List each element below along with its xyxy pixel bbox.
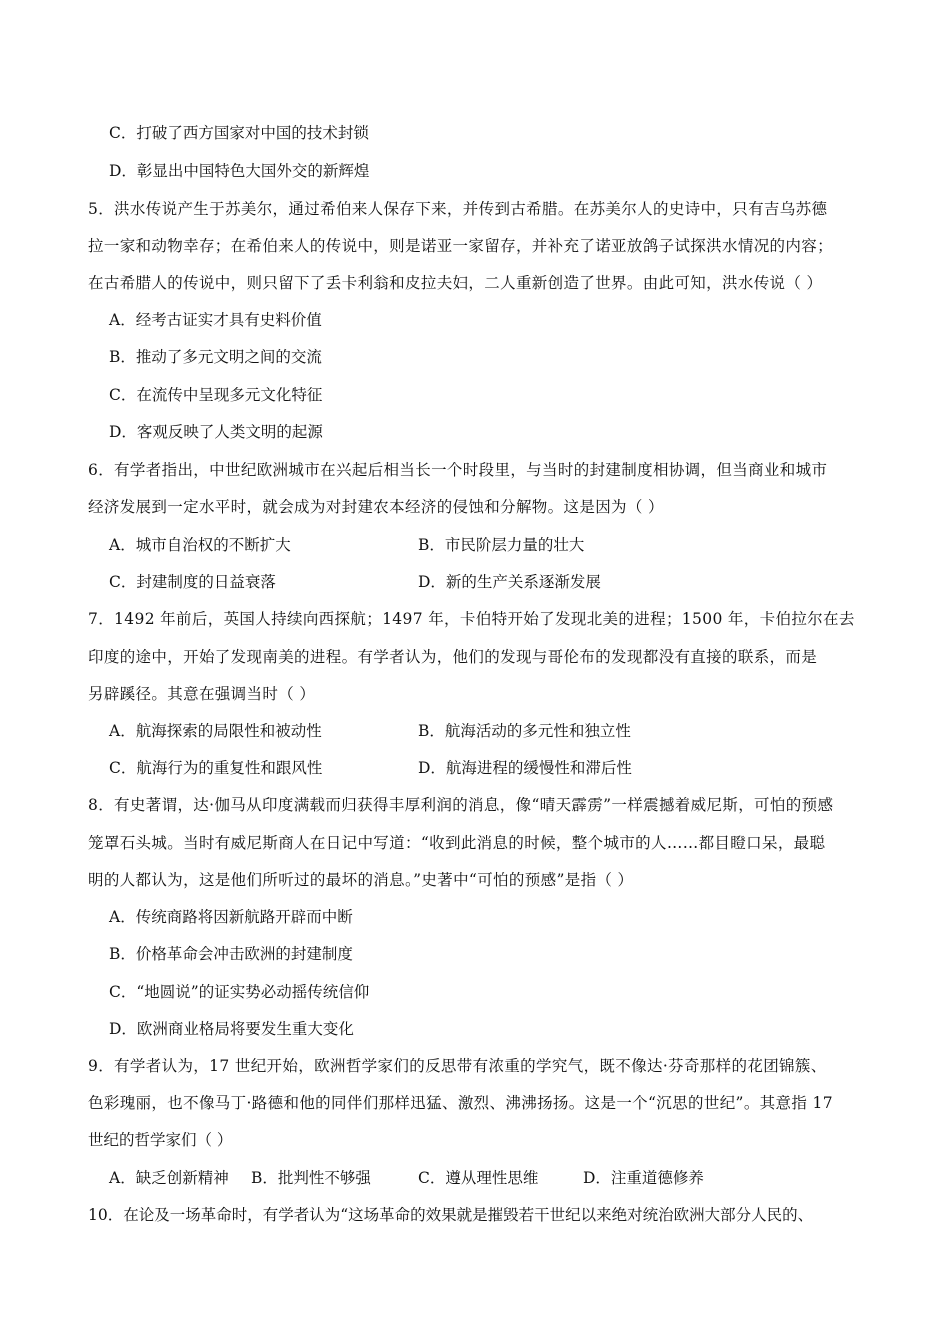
- q5-option-c: C．在流传中呈现多元文化特征: [109, 386, 323, 404]
- q7-stem-line-2: 印度的途中，开始了发现南美的进程。有学者认为，他们的发现与哥伦布的发现都没有直接的联系，而是: [88, 648, 818, 666]
- q4-option-d: D．彰显出中国特色大国外交的新辉煌: [109, 162, 370, 180]
- q5-stem-line-2: 拉一家和动物幸存；在希伯来人的传说中，则是诺亚一家留存，并补充了诺亚放鸽子试探洪水情况的内容；: [88, 237, 833, 255]
- q7-option-c: C．航海行为的重复性和跟风性: [109, 759, 323, 777]
- q8-stem-line-3: 明的人都认为，这是他们所听过的最坏的消息。”史著中“可怕的预感”是指（ ）: [88, 871, 634, 889]
- q10-stem-line-1: 10．在论及一场革命时，有学者认为“这场革命的效果就是摧毁若干世纪以来绝对统治欧洲大部分人民的、: [88, 1206, 814, 1224]
- q8-option-d: D．欧洲商业格局将要发生重大变化: [109, 1020, 354, 1038]
- q5-stem-line-1: 5．洪水传说产生于苏美尔，通过希伯来人保存下来，并传到古希腊。在苏美尔人的史诗中，只有吉乌苏德: [88, 200, 828, 218]
- q9-option-d: D．注重道德修养: [583, 1169, 704, 1187]
- q7-stem-line-1: 7．1492 年前后，英国人持续向西探航；1497 年，卡伯特开始了发现北美的进程；1500 年，卡伯拉尔在去: [88, 610, 855, 628]
- q8-option-a: A．传统商路将因新航路开辟而中断: [109, 908, 353, 926]
- q7-stem-line-3: 另辟蹊径。其意在强调当时（ ）: [88, 685, 316, 703]
- q7-option-a: A．航海探索的局限性和被动性: [109, 722, 322, 740]
- q9-stem-line-1: 9．有学者认为，17 世纪开始，欧洲哲学家们的反思带有浓重的学究气，既不像达·芬奇那样的花团锦簇、: [88, 1057, 827, 1075]
- q8-stem-line-1: 8．有史著谓，达·伽马从印度满载而归获得丰厚利润的消息，像“晴天霹雳”一样震撼着威尼斯，可怕的预感: [88, 796, 834, 814]
- q6-stem-line-1: 6．有学者指出，中世纪欧洲城市在兴起后相当长一个时段里，与当时的封建制度相协调，但当商业和城市: [88, 461, 828, 479]
- q9-stem-line-2: 色彩瑰丽，也不像马丁·路德和他的同伴们那样迅猛、激烈、沸沸扬扬。这是一个“沉思的世纪”。其意指 17: [88, 1094, 833, 1112]
- q5-option-b: B．推动了多元文明之间的交流: [109, 348, 322, 366]
- q7-option-d: D．航海进程的缓慢性和滞后性: [418, 759, 632, 777]
- q8-stem-line-2: 笼罩石头城。当时有威尼斯商人在日记中写道：“收到此消息的时候，整个城市的人……都目瞪口呆，最聪: [88, 834, 826, 852]
- q9-stem-line-3: 世纪的哲学家们（ ）: [88, 1131, 233, 1149]
- q6-stem-line-2: 经济发展到一定水平时，就会成为对封建农本经济的侵蚀和分解物。这是因为（ ）: [88, 498, 664, 516]
- q5-option-d: D．客观反映了人类文明的起源: [109, 423, 323, 441]
- q9-option-b: B．批判性不够强: [251, 1169, 371, 1187]
- q8-option-c: C．“地圆说”的证实势必动摇传统信仰: [109, 983, 370, 1001]
- q5-option-a: A．经考古证实才具有史料价值: [109, 311, 322, 329]
- q6-option-a: A．城市自治权的不断扩大: [109, 536, 291, 554]
- q6-option-d: D．新的生产关系逐渐发展: [418, 573, 601, 591]
- q7-option-b: B．航海活动的多元性和独立性: [418, 722, 631, 740]
- q9-option-c: C．遵从理性思维: [418, 1169, 539, 1187]
- q4-option-c: C．打破了西方国家对中国的技术封锁: [109, 124, 369, 142]
- q9-option-a: A．缺乏创新精神: [109, 1169, 229, 1187]
- q6-option-c: C．封建制度的日益衰落: [109, 573, 276, 591]
- q6-option-b: B．市民阶层力量的壮大: [418, 536, 585, 554]
- q5-stem-line-3: 在古希腊人的传说中，则只留下了丢卡利翁和皮拉夫妇，二人重新创造了世界。由此可知，洪水传说（ ）: [88, 274, 823, 292]
- q8-option-b: B．价格革命会冲击欧洲的封建制度: [109, 945, 353, 963]
